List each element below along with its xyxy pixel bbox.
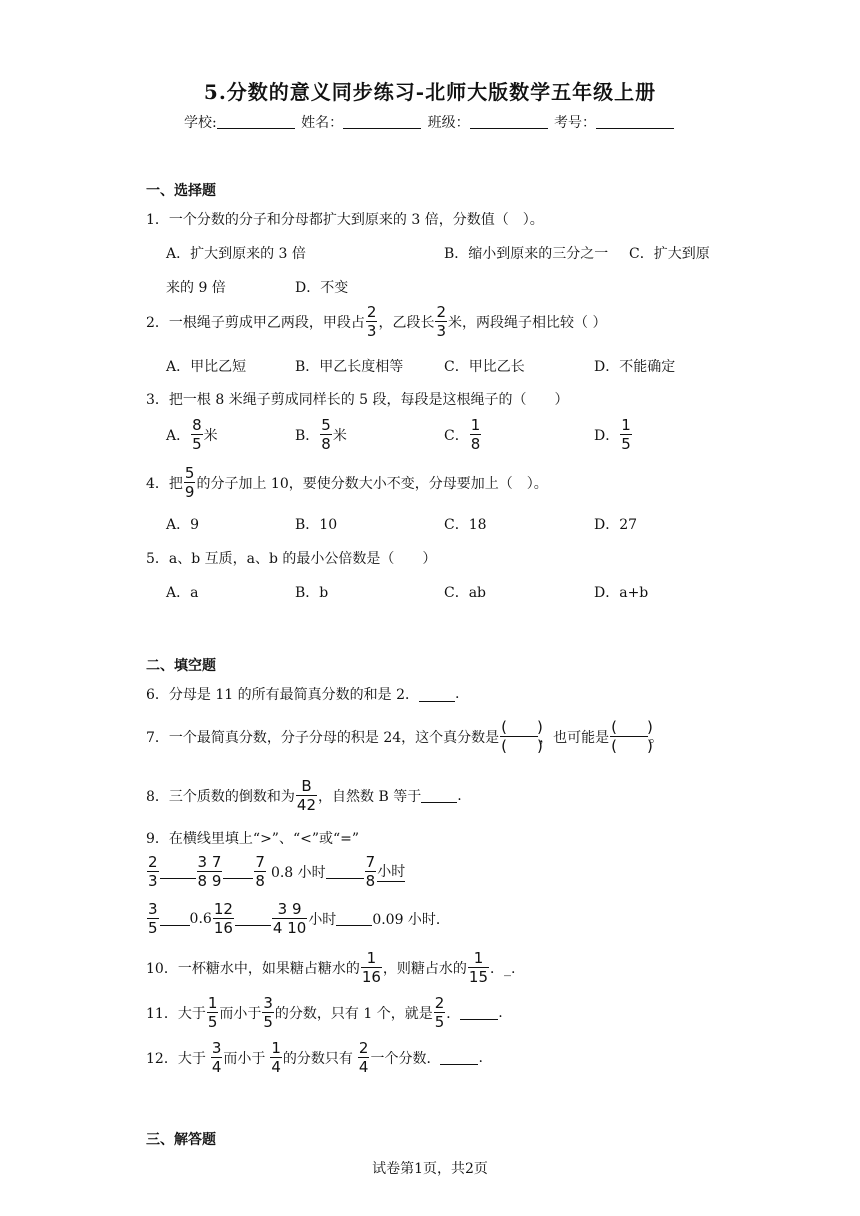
fraction: $\frac{2}{5}$ (434, 994, 445, 1031)
question-2-text-3: 米，两段绳子相比较（ ） (448, 314, 607, 331)
answer-blank[interactable] (460, 1005, 498, 1020)
question-3-option-a: A． $\frac{8}{5}$ 米 (166, 416, 218, 453)
question-3-option-d: D． $\frac{1}{5}$ (594, 416, 631, 453)
question-9-row-2: $\frac{3}{5}$ 0.6 $\frac{12}{16}$ $\frac{3 9}{4 10}$ 小时 0.09 小时． (148, 900, 450, 937)
fraction: $\frac{2}{3}$ (436, 303, 447, 340)
question-1-option-c-continued: 来的 9 倍 (166, 280, 226, 296)
question-3-stem: 3．把一根 8 米绳子剪成同样长的 5 段，每段是这根绳子的（ ） (146, 392, 569, 408)
question-8-stem: 8．三个质数的倒数和为 $\frac{B}{42}$ ，自然数 B 等于 . (146, 777, 462, 814)
question-4-option-b: B．10 (295, 517, 338, 533)
question-5-option-b: B．b (295, 585, 329, 601)
question-2-text-1: 2．一根绳子剪成甲乙两段，甲段占 (146, 314, 365, 331)
section-heading-fill: 二、填空题 (146, 658, 216, 674)
question-6-stem: 6．分母是 11 的所有最简真分数的和是 2． . (146, 686, 460, 703)
answer-blank[interactable] (421, 788, 457, 803)
school-blank (217, 115, 295, 129)
exam-blank (596, 115, 674, 129)
class-label: 班级： (427, 115, 470, 131)
question-4-stem: 4．把 $\frac{5}{9}$ 的分子加上 10，要使分数大小不变，分母要加上（ ）。 (146, 464, 548, 501)
question-2-option-b: B．甲乙长度相等 (295, 359, 404, 375)
fraction: $\frac{1}{5}$ (207, 994, 218, 1031)
fraction-blank[interactable]: $\frac{( )}{( )}$ (611, 718, 653, 755)
question-3-option-c: C． $\frac{1}{8}$ (444, 416, 481, 453)
question-2-option-c: C．甲比乙长 (444, 359, 525, 375)
question-5-option-c: C．ab (444, 585, 487, 601)
question-5-stem: 5．a、b 互质，a、b 的最小公倍数是（ ） (146, 551, 437, 567)
question-4-option-a: A．9 (166, 517, 200, 533)
fraction: $\frac{2}{3}$ (366, 303, 377, 340)
fraction: $\frac{1}{4}$ (271, 1039, 281, 1076)
section-heading-solve: 三、解答题 (146, 1132, 216, 1148)
fraction-blank[interactable]: $\frac{( )}{( )}$ (501, 718, 543, 755)
fraction: $\frac{3 7}{8 9}$ (197, 853, 222, 890)
question-7-stem: 7．一个最简真分数，分子分母的积是 24，这个真分数是 $\frac{( )}{( )}$ ，也可能是 $\frac{( )}{( )}$ 。 (146, 718, 664, 755)
answer-blank[interactable] (160, 864, 196, 879)
fraction: $\frac{2}{4}$ (358, 1039, 369, 1076)
fraction: $\frac{7}{8}$ (255, 853, 265, 890)
school-label: 学校: (183, 115, 217, 131)
page-title: 5.分数的意义同步练习-北师大版数学五年级上册 (203, 80, 657, 104)
fraction: $\frac{3 9}{4 10}$ (272, 900, 307, 937)
question-1-option-d: D．不变 (295, 280, 349, 296)
page-footer: 试卷第1页，共2页 (372, 1161, 488, 1177)
question-5-option-d: D．a+b (594, 585, 649, 601)
question-11-stem: 11．大于 $\frac{1}{5}$ 而小于 $\frac{3}{5}$ 的分数，只有 1 个，就是 $\frac{2}{5}$ ． . (146, 994, 503, 1031)
fraction: $\frac{B}{42}$ (296, 777, 317, 814)
fraction: $\frac{3}{5}$ (148, 900, 158, 937)
question-1-option-c: C．扩大到原 (629, 246, 710, 262)
fraction: $\frac{3}{5}$ (263, 994, 273, 1031)
fraction: $\frac{3}{4}$ (211, 1039, 222, 1076)
question-3-option-b: B． $\frac{5}{8}$ 米 (295, 416, 347, 453)
answer-blank[interactable] (440, 1050, 478, 1065)
answer-blank[interactable] (326, 864, 364, 879)
fraction: $\frac{5}{9}$ (184, 464, 195, 501)
fraction: $\frac{2}{3}$ (148, 853, 158, 890)
name-label: 姓名： (301, 115, 344, 131)
fraction: $\frac{1}{8}$ (470, 416, 481, 453)
class-blank (470, 115, 548, 129)
fraction: $\frac{1}{5}$ (621, 416, 631, 453)
question-2-stem (146, 304, 606, 339)
question-5-option-a: A．a (166, 585, 199, 601)
fraction: $\frac{5}{8}$ (321, 416, 331, 453)
question-9-stem: 9．在横线里填上“>”、“<”或“=” (146, 831, 360, 847)
fraction: $\frac{1}{16}$ (361, 949, 381, 986)
fraction: $\frac{12}{16}$ (213, 900, 233, 937)
question-2-text-2: ，乙段长 (378, 314, 435, 331)
question-2-option-a: A．甲比乙短 (166, 359, 247, 375)
fraction: $\frac{7}{8}$ (365, 853, 376, 890)
section-heading-choice: 一、选择题 (146, 183, 216, 199)
answer-blank[interactable] (235, 911, 271, 926)
question-4-option-d: D．27 (594, 517, 638, 533)
question-1-option-b: B．缩小到原来的三分之一 (444, 246, 609, 262)
question-12-stem: 12．大于 $\frac{3}{4}$ 而小于 $\frac{1}{4}$ 的分数只有 $\frac{2}{4}$ 一个分数． . (146, 1039, 483, 1076)
question-1-option-a: A．扩大到原来的 3 倍 (166, 246, 306, 262)
fraction: $\frac{8}{5}$ (192, 416, 202, 453)
exam-label: 考号： (554, 115, 597, 131)
answer-blank[interactable] (336, 911, 372, 926)
name-blank (343, 115, 421, 129)
question-9-row-1: $\frac{2}{3}$ $\frac{3 7}{8 9}$ $\frac{7}{8}$ 0.8 小时 $\frac{7}{8}$ 小时 (148, 853, 406, 890)
question-2-option-d: D．不能确定 (594, 359, 676, 375)
answer-blank[interactable] (223, 864, 253, 879)
question-4-option-c: C．18 (444, 517, 487, 533)
fraction: $\frac{1}{15}$ (468, 949, 489, 986)
student-info-line (0, 112, 860, 132)
question-1-stem: 1．一个分数的分子和分母都扩大到原来的 3 倍，分数值（ ）。 (146, 212, 544, 228)
answer-blank[interactable] (160, 911, 190, 926)
question-10-stem: 10．一杯糖水中，如果糖占糖水的 $\frac{1}{16}$ ，则糖占水的 $\frac{1}{15}$ ．_. (146, 949, 516, 986)
answer-blank[interactable] (419, 687, 455, 702)
